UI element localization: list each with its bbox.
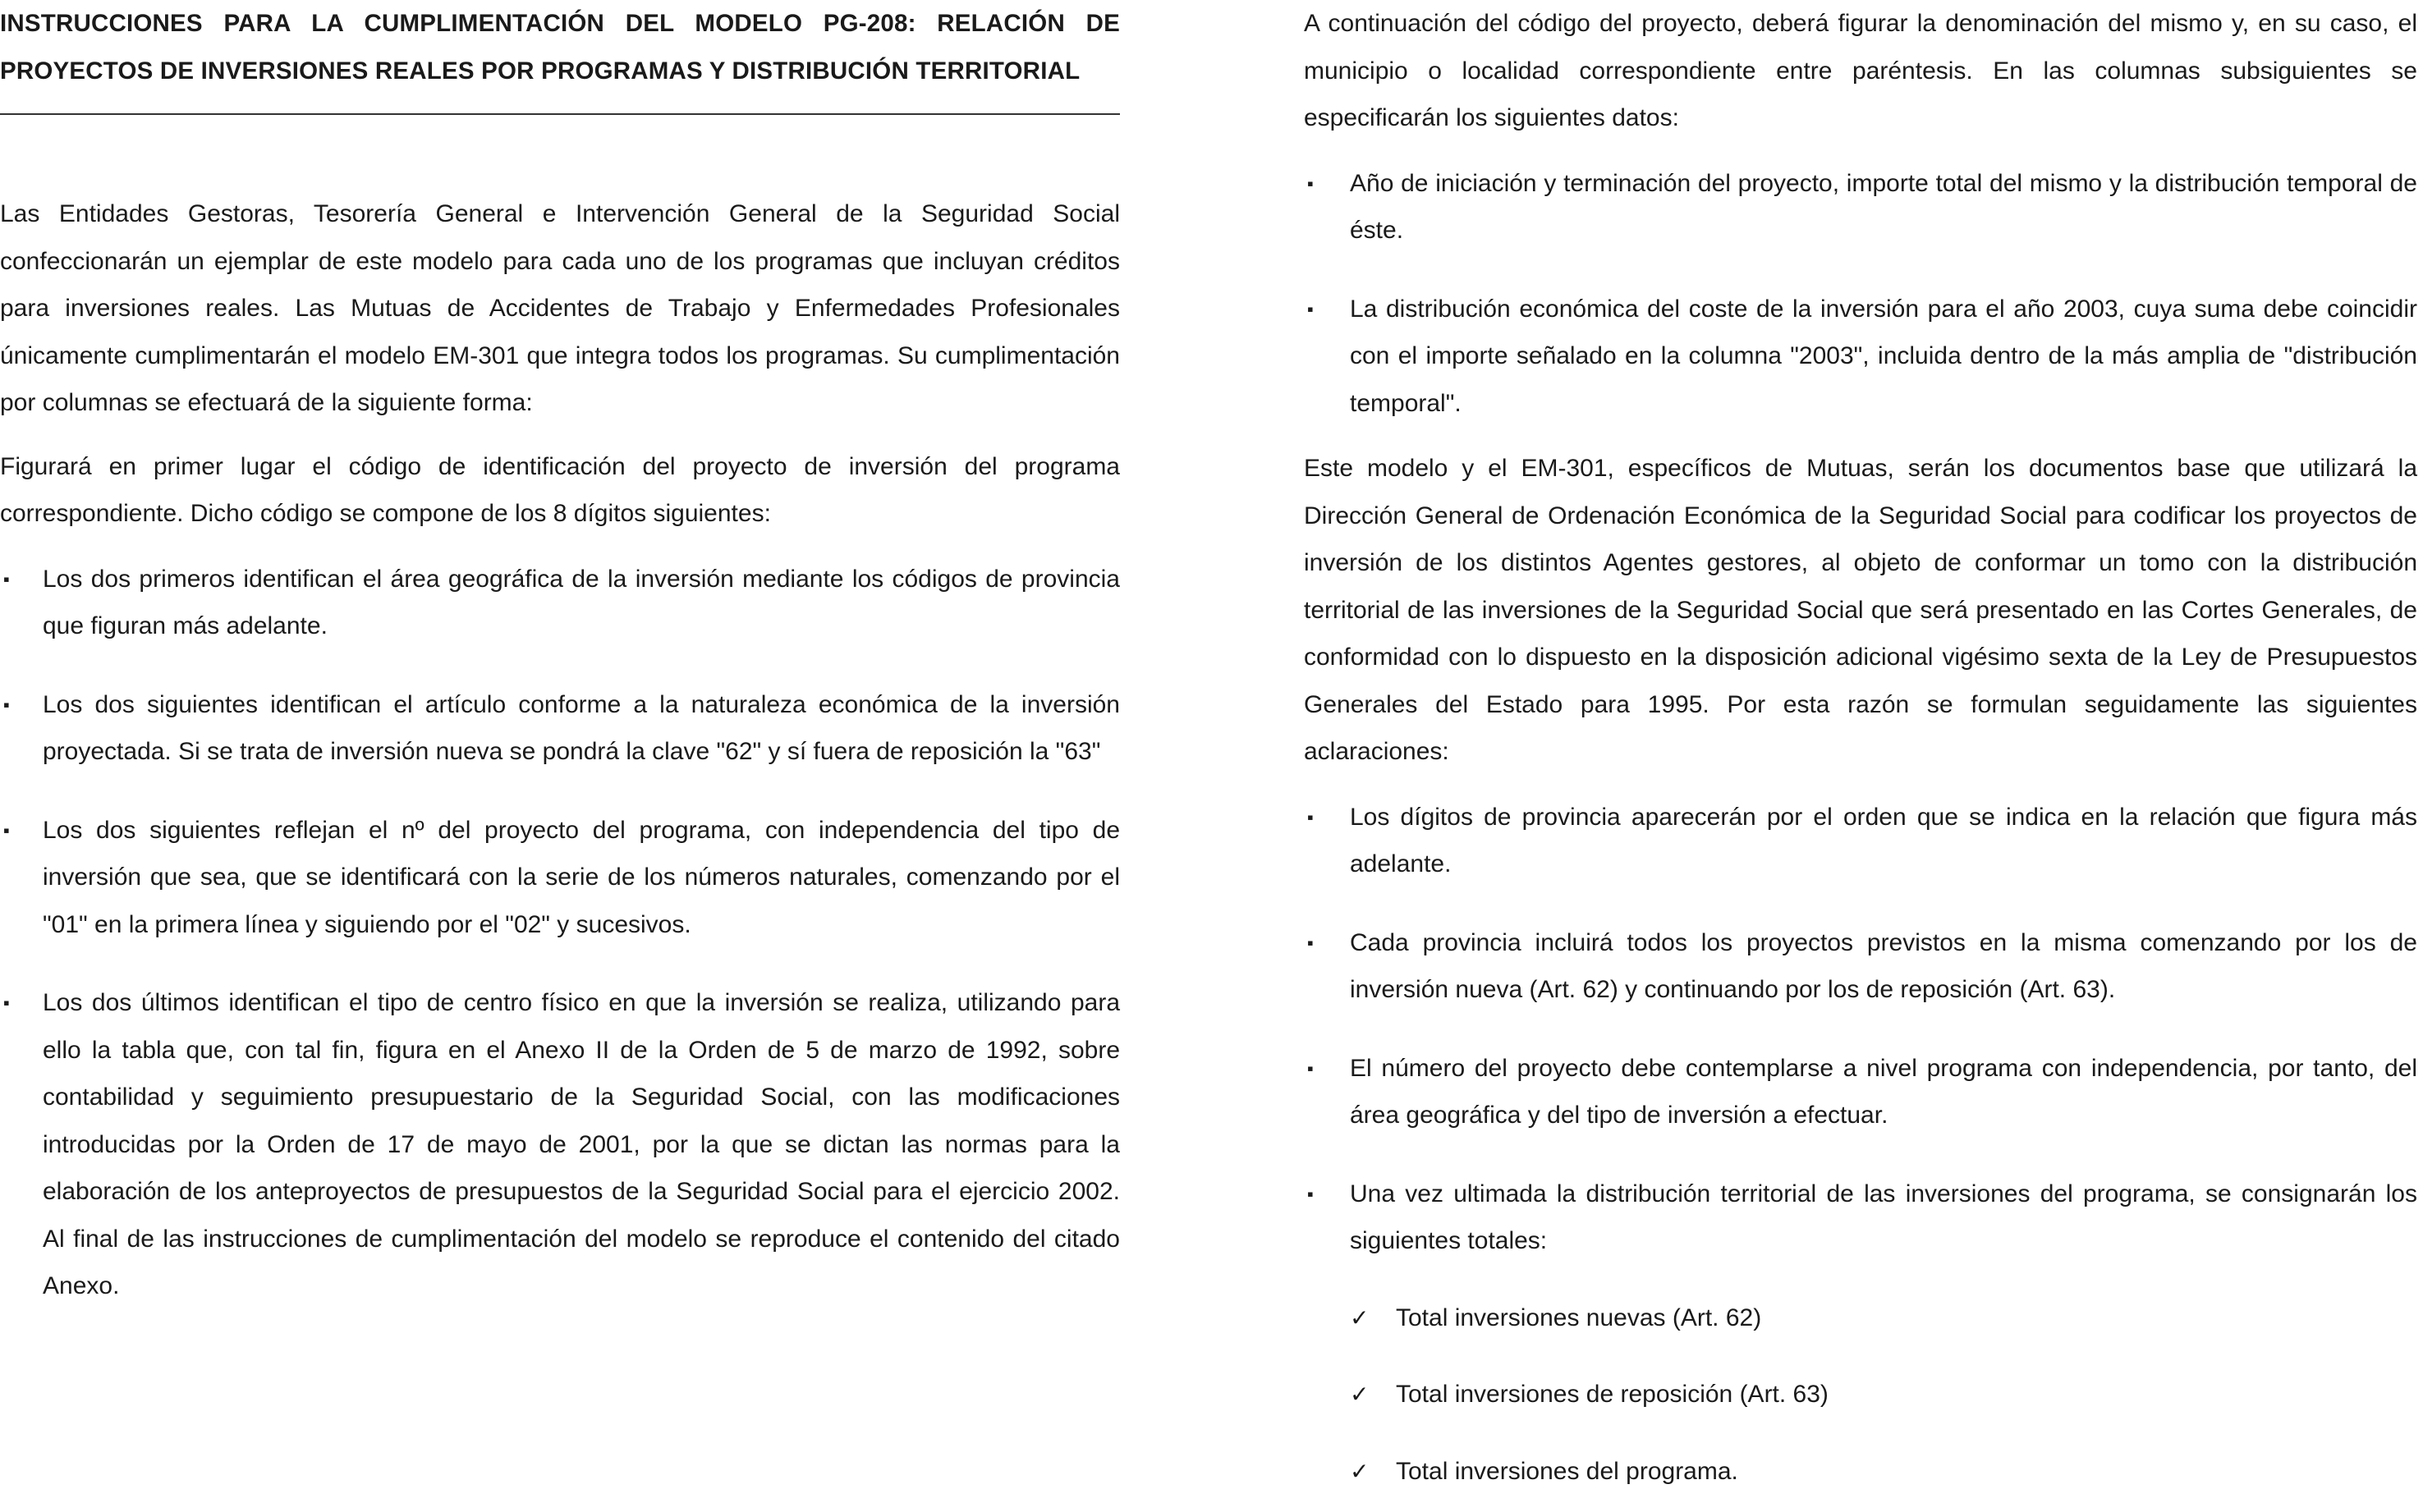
- intro-paragraph: Las Entidades Gestoras, Tesorería General e Intervención General de la Seguridad Social confeccionarán un ejemplar de este modelo para cada uno de los programas que incluyan créditos para inversiones reales. Las Mutuas de Accidentes de Trabajo y Enfermedades Profesionales únicamente cumplimentarán el modelo EM-301 que integra todos los programas. Su cumplimentación por columnas se efectuará de la siguiente forma:: [0, 200, 1120, 416]
- check-icon: ✓: [1350, 1381, 1370, 1407]
- title-underline: [0, 113, 1120, 115]
- list-item: ▪ Cada provincia incluirá todos los proyectos previstos en la misma comenzando por los de inversión nueva (Art. 62) y continuando por los de reposición (Art. 63).: [1304, 919, 2417, 1014]
- bullet-icon: ▪: [3, 568, 10, 589]
- list-item: ▪ Los dos últimos identifican el tipo de centro físico en que la inversión se realiza, utilizando para ello la tabla que, con tal fin, figura en el Anexo II de la Orden de 5 de marzo de 1992, sobre contabilidad y seguimiento presupuestario de la Seguridad Social, con las modificaciones introducidas por la Orden de 17 de mayo de 2001, por la que se dictan las normas para la elaboración de los anteproyectos de presupuestos de la Seguridad Social para el ejercicio 2002. Al final de las instrucciones de cumplimentación del modelo se reproduce el contenido del citado Anexo.: [0, 979, 1120, 1310]
- bullet-icon: ▪: [1307, 172, 1314, 194]
- list-item: ✓ Total inversiones de reposición (Art. 63): [1350, 1371, 2417, 1418]
- list-item: ▪ Los dos primeros identifican el área geográfica de la inversión mediante los códigos de provincia que figuran más adelante.: [0, 556, 1120, 650]
- bullet-icon: ▪: [3, 819, 10, 841]
- list-item: ▪ Los dígitos de provincia aparecerán por el orden que se indica en la relación que figura más adelante.: [1304, 794, 2417, 888]
- check-icon: ✓: [1350, 1304, 1370, 1331]
- totals-list: [1304, 1294, 2417, 1496]
- list-item: ▪ La distribución económica del coste de la inversión para el año 2003, cuya suma debe coincidir con el importe señalado en la columna "2003", incluida dentro de la más amplia de "distribución temporal".: [1304, 286, 2417, 428]
- purpose-paragraph: Este modelo y el EM-301, específicos de Mutuas, serán los documentos base que utilizará la Dirección General de Ordenación Económica de la Seguridad Social para codificar los proyectos de inversión de los distintos Agentes gestores, al objeto de conformar un tomo con la distribución territorial de las inversiones de la Seguridad Social que será presentado en las Cortes Generales, de conformidad con lo dispuesto en la disposición adicional vigésimo sexta de la Ley de Presupuestos Generales del Estado para 1995. Por esta razón se formulan seguidamente las siguientes aclaraciones:: [1304, 455, 2417, 765]
- document-title: INSTRUCCIONES PARA LA CUMPLIMENTACIÓN DEL MODELO PG-208: RELACIÓN DE PROYECTOS DE INVERSIONES REALES POR PROGRAMAS Y DISTRIBUCIÓN TERRITORIAL: [0, 10, 1120, 85]
- bullet-icon: ▪: [1307, 932, 1314, 953]
- list-item: ▪ Los dos siguientes identifican el artículo conforme a la naturaleza económica de la inversión proyectada. Si se trata de inversión nueva se pondrá la clave "62" y sí fuera de reposición la "63": [0, 681, 1120, 776]
- clarifications-list: [1304, 794, 2417, 1265]
- bullet-icon: ▪: [3, 992, 10, 1013]
- left-column: [0, 0, 1120, 1310]
- bullet-icon: ▪: [1307, 806, 1314, 827]
- check-icon: ✓: [1350, 1458, 1370, 1484]
- bullet-icon: ▪: [1307, 1057, 1314, 1079]
- continuation-paragraph: A continuación del código del proyecto, deberá figurar la denominación del mismo y, en su caso, el municipio o localidad correspondiente entre paréntesis. En las columnas subsiguientes se especificarán los siguientes datos:: [1304, 10, 2417, 131]
- bullet-icon: ▪: [1307, 1183, 1314, 1204]
- list-item: ▪ Una vez ultimada la distribución territorial de las inversiones del programa, se consignarán los siguientes totales:: [1304, 1171, 2417, 1265]
- bullet-icon: ▪: [3, 694, 10, 715]
- list-item: ▪ Los dos siguientes reflejan el nº del proyecto del programa, con independencia del tipo de inversión que sea, que se identificará con la serie de los números naturales, comenzando por el "01" en la primera línea y siguiendo por el "02" y sucesivos.: [0, 807, 1120, 949]
- list-item: ✓ Total inversiones nuevas (Art. 62): [1350, 1294, 2417, 1342]
- code-paragraph: Figurará en primer lugar el código de identificación del proyecto de inversión del programa correspondiente. Dicho código se compone de los 8 dígitos siguientes:: [0, 452, 1120, 527]
- list-item: ▪ Año de iniciación y terminación del proyecto, importe total del mismo y la distribución temporal de éste.: [1304, 160, 2417, 254]
- data-columns-list: [1304, 160, 2417, 428]
- bullet-icon: ▪: [1307, 298, 1314, 319]
- list-item: ✓ Total inversiones del programa.: [1350, 1448, 2417, 1496]
- code-digits-list: [0, 556, 1120, 1310]
- right-column: [1304, 0, 2417, 1495]
- list-item: ▪ El número del proyecto debe contemplarse a nivel programa con independencia, por tanto, del área geográfica y del tipo de inversión a efectuar.: [1304, 1045, 2417, 1139]
